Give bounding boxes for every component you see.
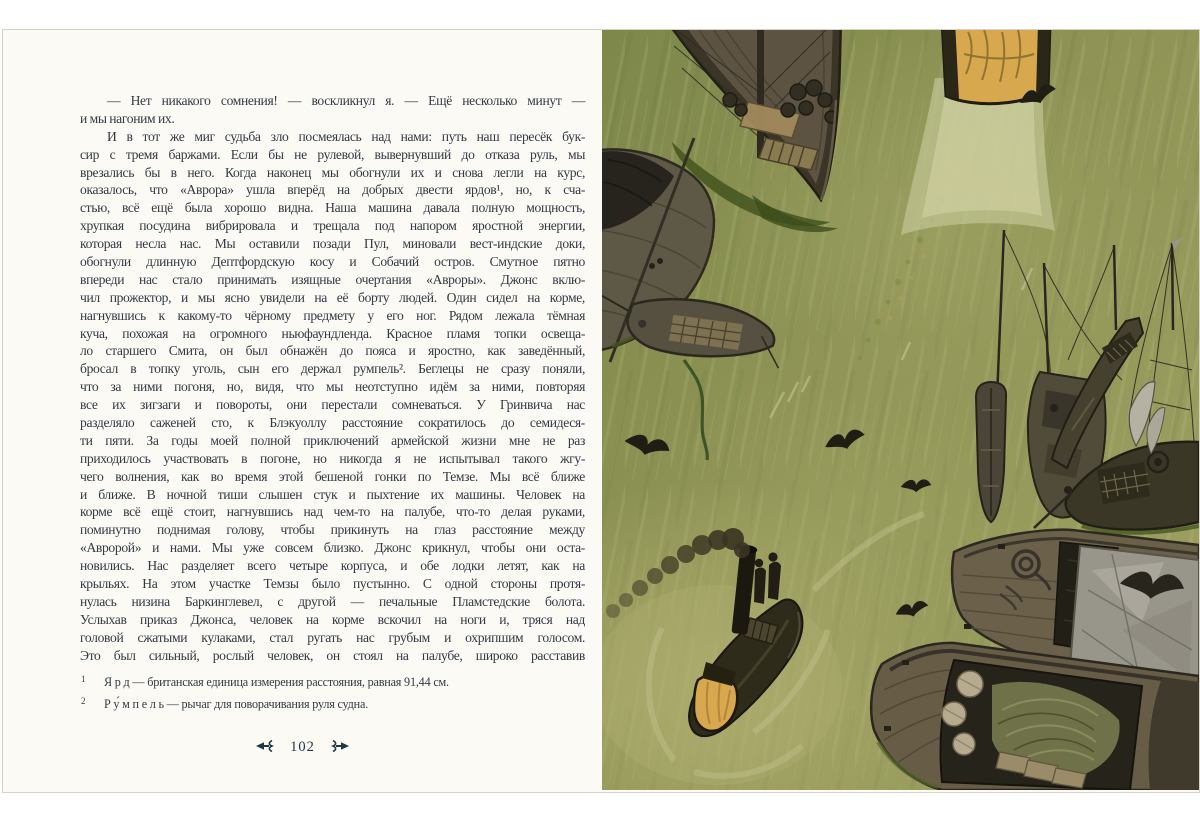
text-line: чего волнения, как во время этой бешеной гонки по Темзе. Мы всё ближе	[80, 468, 585, 484]
text-line: бросал в топку уголь, сын его держал румпель². Беглецы не сразу поняли,	[80, 361, 585, 377]
footnote-text: Р у́ м п е л ь — рычаг для поворачивания руля судна.	[104, 696, 369, 711]
text-line: что за ними погоня, но, видя, что мы неотступно идём за ними, повторяя	[80, 379, 585, 395]
footnote-mark: 1	[81, 674, 86, 684]
text-line: которая несла нас. Мы оставили позади Пул, миновали вест-индские доки,	[80, 236, 585, 252]
text-line: корме всё ещё стоит, нагнувшись над чем-то на палубе, что-то делая руками,	[80, 504, 585, 520]
text-line: — Нет никакого сомнения! — воскликнул я. — Ещё несколько минут —	[107, 93, 585, 108]
left-page	[3, 30, 602, 790]
page-footer	[3, 738, 602, 756]
text-line: И в тот же миг судьба зло посмеялась над нами: путь наш пересёк бук-	[107, 128, 585, 144]
text-line: сир с тремя баржами. Если бы не рулевой, вывернувший до отказа руль, мы	[80, 146, 585, 162]
right-page	[602, 30, 1199, 790]
footnote-row	[80, 672, 585, 694]
text-line: и ближе. В ночной тиши слышен стук и пыхтение их машины. Человек на	[80, 486, 585, 502]
book-spread	[2, 29, 1200, 793]
text-line: стью, всё ещё была хорошо видна. Наша машина давала полную мощность,	[80, 200, 585, 216]
text-line: хрупкая посудина вибрировала и трещала под напором яростной энергии,	[80, 218, 585, 234]
text-line: чил прожектор, и мы ясно увидели на её борту людей. Один сидел на корме,	[80, 289, 585, 305]
text-line: Это был сильный, рослый человек, он стоял на палубе, широко расставив	[80, 647, 585, 663]
fleuron-right-icon	[328, 740, 349, 752]
text-line: разделяло саженей сто, к Блэкуоллу расстояние сократилось до семидеся-	[80, 415, 585, 431]
footnote-row	[80, 694, 585, 716]
text-line: головой сжатыми кулаками, стал ругать нас грубым и охрипшим голосом.	[80, 629, 585, 645]
text-line: врезались бы в него. Когда наконец мы обогнули их и снова легли на курс,	[80, 164, 585, 180]
text-line: обогнули длинную Дептфордскую косу и Собачий остров. Смутное пятно	[80, 254, 585, 270]
text-line: приходилось участвовать в погоне, но никогда я не испытывал такого жгу-	[80, 450, 585, 466]
body-text	[80, 92, 585, 665]
text-line: ло старшего Смита, он был обнажён до пояса и яростно, как заведённый,	[80, 343, 585, 359]
text-line: ти пяти. За годы моей полной приключений армейской жизни мне не раз	[80, 432, 585, 448]
text-line: «Авророй» и нами. Мы уже совсем близко. Джонс крикнул, чтобы они оста-	[80, 540, 585, 556]
text-line: крыльях. На этом участке Темзы было пустынно. С одной стороны протя-	[80, 576, 585, 592]
text-line: поминутно поднимая голову, чтобы прикинуть на глаз расстояние между	[80, 522, 585, 538]
page-number: 102	[290, 738, 315, 755]
footnotes	[80, 672, 585, 715]
text-line: все их зигзаги и повороты, они перестали сомневаться. У Гринвича нас	[80, 397, 585, 413]
fleuron-left-icon	[256, 740, 277, 752]
footnote-mark: 2	[81, 695, 86, 706]
text-line: нагнувшись к какому-то чёрному предмету у его ног. Рядом лежала тёмная	[80, 307, 585, 323]
text-line: куча, похожая на огромного ньюфаундленда. Красное пламя топки освеща-	[80, 325, 585, 341]
text-line: оказалось, что «Аврора» ушла вперёд на добрых двести ярдов¹, но, к сча-	[80, 182, 585, 198]
text-line: впереди нас стало принимать изящные очертания «Авроры». Джонс вклю-	[80, 271, 585, 287]
text-line: нулась низина Баркинглевел, с другой — печальные Пламстедские болота.	[80, 593, 585, 609]
text-line: и мы нагоним их.	[80, 110, 175, 126]
river-illustration	[602, 30, 1199, 790]
text-line: новились. Нас разделяет всего четыре корпуса, и обе лодки летят, как на	[80, 558, 585, 574]
text-line: Услыхав приказ Джонса, человек на корме вскочил на ноги и, тряся над	[80, 611, 585, 627]
footnote-text: Я р д — британская единица измерения расстояния, равная 91,44 см.	[104, 675, 449, 689]
